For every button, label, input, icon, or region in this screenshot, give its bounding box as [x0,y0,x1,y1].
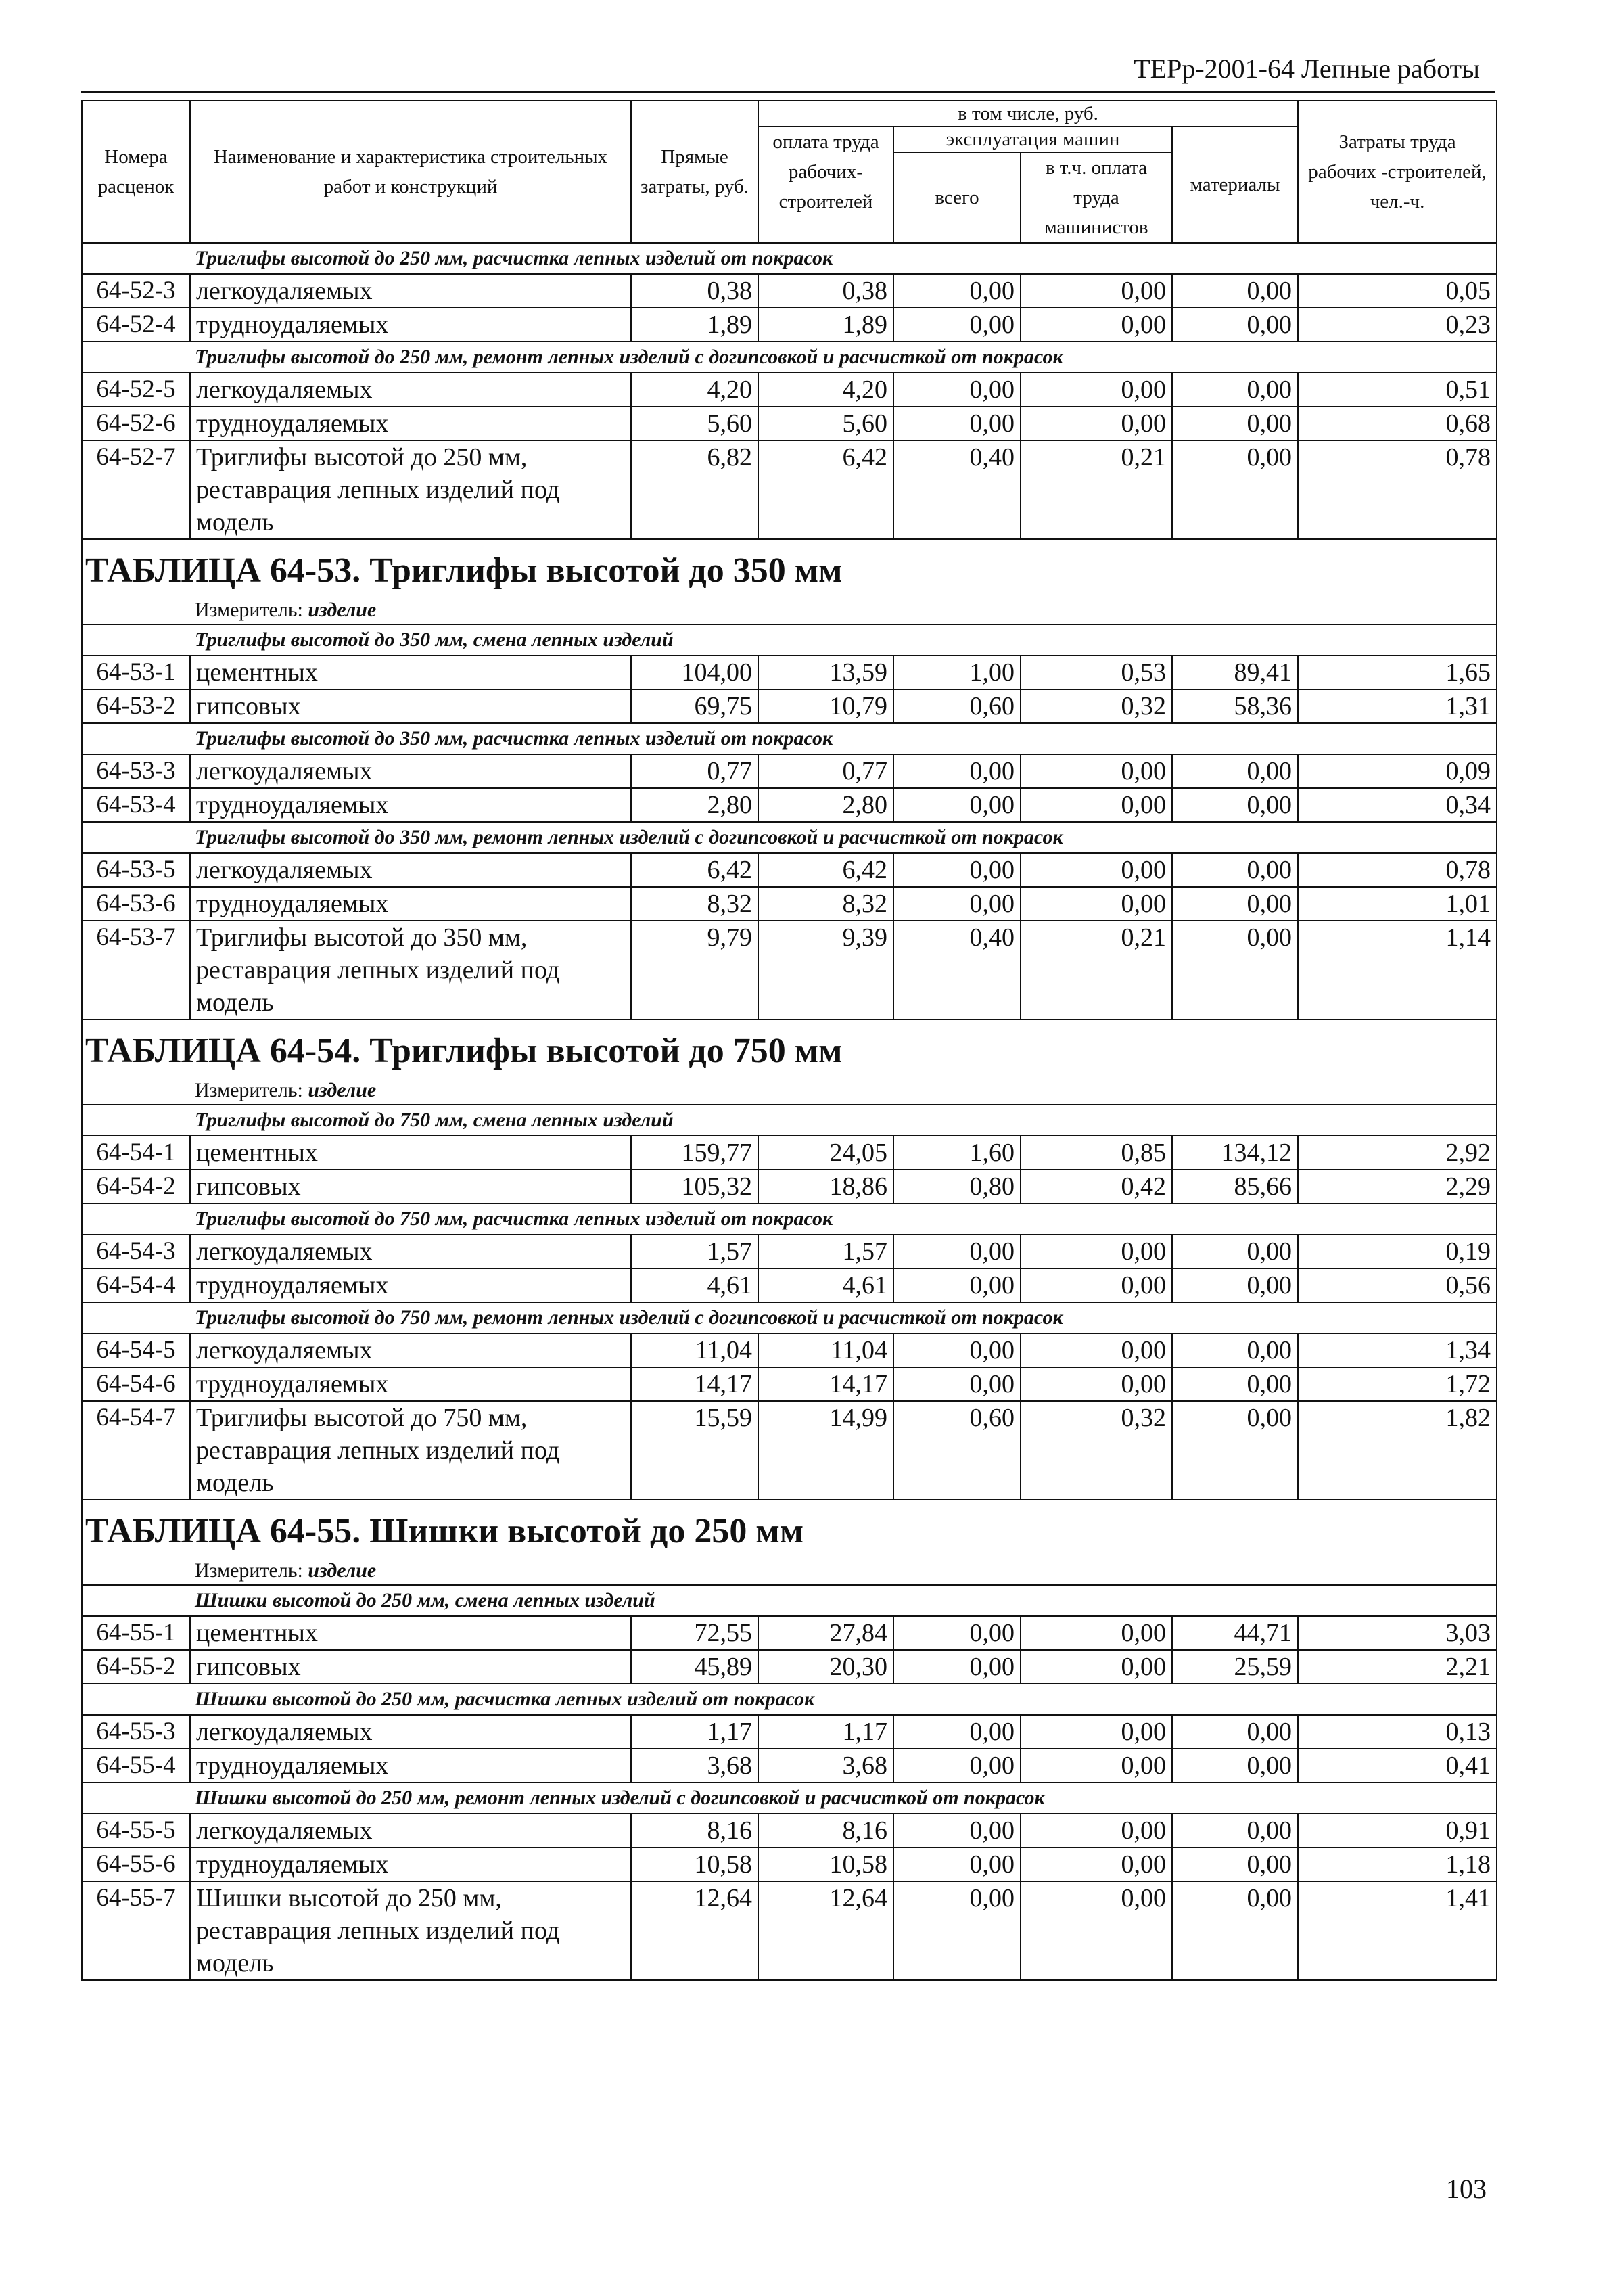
rate-row [82,1616,1497,1650]
machinist-wages: 0,00 [1021,308,1172,342]
rate-code: 64-53-1 [82,656,190,689]
rate-row [82,689,1497,723]
rate-code: 64-54-5 [82,1333,190,1367]
page-number: 103 [1446,2174,1487,2204]
direct-cost: 6,82 [631,440,758,539]
materials-cost: 0,00 [1172,1749,1298,1783]
rate-code: 64-55-2 [82,1650,190,1684]
machinist-wages: 0,21 [1021,440,1172,539]
direct-cost: 9,79 [631,921,758,1019]
wages-cost: 12,64 [758,1881,893,1980]
labor-hours: 0,68 [1298,407,1497,440]
section-header-row [82,1302,1497,1333]
wages-cost: 14,17 [758,1367,893,1401]
section-header-row [82,243,1497,274]
rate-name: трудноудаляемых [190,308,631,342]
machinist-wages: 0,00 [1021,373,1172,407]
wages-cost: 5,60 [758,407,893,440]
table-title-row [82,1500,1497,1552]
col-header-code: Номера расценок [82,101,190,243]
rate-row [82,887,1497,921]
machines-cost: 0,00 [893,754,1021,788]
rate-name: легкоудаляемых [190,274,631,308]
rate-code: 64-52-3 [82,274,190,308]
direct-cost: 5,60 [631,407,758,440]
rate-code: 64-52-7 [82,440,190,539]
wages-cost: 0,38 [758,274,893,308]
wages-cost: 2,80 [758,788,893,822]
labor-hours: 0,41 [1298,1749,1497,1783]
rate-name: трудноудаляемых [190,407,631,440]
rate-code: 64-52-6 [82,407,190,440]
labor-hours: 0,91 [1298,1814,1497,1847]
machinist-wages: 0,42 [1021,1170,1172,1203]
header-row-1 [82,101,1497,127]
labor-hours: 1,72 [1298,1367,1497,1401]
machinist-wages: 0,00 [1021,1715,1172,1749]
table-title: ТАБЛИЦА 64-54. Триглифы высотой до 750 мм [82,1019,1497,1072]
rate-row [82,1333,1497,1367]
materials-cost: 0,00 [1172,1881,1298,1980]
rate-name: трудноудаляемых [190,1367,631,1401]
section-header: Триглифы высотой до 750 мм, ремонт лепных изделий с догипсовкой и расчисткой от покрасок [82,1302,1497,1333]
rate-code: 64-55-4 [82,1749,190,1783]
machinist-wages: 0,00 [1021,274,1172,308]
materials-cost: 44,71 [1172,1616,1298,1650]
wages-cost: 3,68 [758,1749,893,1783]
machines-cost: 0,00 [893,1814,1021,1847]
rate-name: цементных [190,1136,631,1170]
wages-cost: 8,32 [758,887,893,921]
rate-code: 64-54-6 [82,1367,190,1401]
wages-cost: 10,58 [758,1847,893,1881]
labor-hours: 1,65 [1298,656,1497,689]
materials-cost: 25,59 [1172,1650,1298,1684]
rate-name: Триглифы высотой до 750 мм, реставрация лепных изделий под модель [190,1401,631,1500]
materials-cost: 0,00 [1172,754,1298,788]
rate-row [82,1715,1497,1749]
labor-hours: 0,09 [1298,754,1497,788]
machinist-wages: 0,00 [1021,754,1172,788]
measure-value: изделие [308,599,377,621]
direct-cost: 45,89 [631,1650,758,1684]
labor-hours: 3,03 [1298,1616,1497,1650]
rate-code: 64-55-3 [82,1715,190,1749]
rate-name: легкоудаляемых [190,373,631,407]
section-header-row [82,624,1497,656]
section-header-row [82,342,1497,373]
direct-cost: 1,17 [631,1715,758,1749]
rate-row [82,788,1497,822]
rate-row [82,1367,1497,1401]
labor-hours: 0,19 [1298,1235,1497,1268]
rate-row [82,754,1497,788]
rate-code: 64-53-3 [82,754,190,788]
section-header: Триглифы высотой до 350 мм, расчистка лепных изделий от покрасок [82,723,1497,754]
wages-cost: 6,42 [758,440,893,539]
rate-row [82,1401,1497,1500]
rate-code: 64-55-7 [82,1881,190,1980]
direct-cost: 4,61 [631,1268,758,1302]
materials-cost: 0,00 [1172,407,1298,440]
rate-name: легкоудаляемых [190,1715,631,1749]
direct-cost: 15,59 [631,1401,758,1500]
wages-cost: 11,04 [758,1333,893,1367]
materials-cost: 0,00 [1172,440,1298,539]
rate-row [82,1170,1497,1203]
table-title: ТАБЛИЦА 64-53. Триглифы высотой до 350 мм [82,539,1497,591]
rate-code: 64-53-4 [82,788,190,822]
direct-cost: 0,77 [631,754,758,788]
measure-row [82,1072,1497,1105]
rate-row [82,1268,1497,1302]
machinist-wages: 0,85 [1021,1136,1172,1170]
wages-cost: 6,42 [758,853,893,887]
rate-name: цементных [190,656,631,689]
direct-cost: 0,38 [631,274,758,308]
section-header: Шишки высотой до 250 мм, расчистка лепных изделий от покрасок [82,1684,1497,1715]
measure [82,1552,1497,1585]
labor-hours: 0,51 [1298,373,1497,407]
materials-cost: 0,00 [1172,921,1298,1019]
wages-cost: 18,86 [758,1170,893,1203]
materials-cost: 89,41 [1172,656,1298,689]
section-header-row [82,1585,1497,1616]
machines-cost: 0,00 [893,1650,1021,1684]
wages-cost: 4,61 [758,1268,893,1302]
rate-name: Шишки высотой до 250 мм, реставрация лепных изделий под модель [190,1881,631,1980]
rates-document [81,100,1496,1981]
materials-cost: 85,66 [1172,1170,1298,1203]
labor-hours: 1,01 [1298,887,1497,921]
rate-row [82,656,1497,689]
rate-row [82,1650,1497,1684]
rate-row [82,274,1497,308]
section-header-row [82,1783,1497,1814]
machines-cost: 0,40 [893,921,1021,1019]
materials-cost: 0,00 [1172,788,1298,822]
section-header: Триглифы высотой до 750 мм, расчистка лепных изделий от покрасок [82,1203,1497,1235]
rate-code: 64-52-4 [82,308,190,342]
wages-cost: 1,57 [758,1235,893,1268]
materials-cost: 0,00 [1172,1715,1298,1749]
rate-name: гипсовых [190,689,631,723]
labor-hours: 0,78 [1298,853,1497,887]
rate-row [82,1749,1497,1783]
col-header-direct: Прямые затраты, руб. [631,101,758,243]
materials-cost: 0,00 [1172,1401,1298,1500]
measure-label: Измеритель: [195,1559,303,1582]
direct-cost: 8,32 [631,887,758,921]
wages-cost: 13,59 [758,656,893,689]
machines-cost: 0,00 [893,1715,1021,1749]
machinist-wages: 0,00 [1021,1333,1172,1367]
wages-cost: 10,79 [758,689,893,723]
machines-cost: 0,80 [893,1170,1021,1203]
machinist-wages: 0,00 [1021,1235,1172,1268]
measure-row [82,591,1497,624]
machinist-wages: 0,00 [1021,1616,1172,1650]
labor-hours: 0,56 [1298,1268,1497,1302]
rate-code: 64-53-7 [82,921,190,1019]
rate-name: трудноудаляемых [190,1749,631,1783]
direct-cost: 6,42 [631,853,758,887]
direct-cost: 1,89 [631,308,758,342]
direct-cost: 10,58 [631,1847,758,1881]
labor-hours: 1,18 [1298,1847,1497,1881]
rate-row [82,308,1497,342]
section-header: Триглифы высотой до 350 мм, смена лепных изделий [82,624,1497,656]
machines-cost: 1,60 [893,1136,1021,1170]
section-header: Триглифы высотой до 250 мм, ремонт лепных изделий с догипсовкой и расчисткой от покрасок [82,342,1497,373]
table-title-row [82,539,1497,591]
wages-cost: 8,16 [758,1814,893,1847]
rate-name: гипсовых [190,1170,631,1203]
machines-cost: 0,00 [893,1847,1021,1881]
direct-cost: 2,80 [631,788,758,822]
machinist-wages: 0,00 [1021,1881,1172,1980]
rate-name: трудноудаляемых [190,1268,631,1302]
labor-hours: 0,13 [1298,1715,1497,1749]
rate-code: 64-54-4 [82,1268,190,1302]
machinist-wages: 0,00 [1021,853,1172,887]
col-header-materials: материалы [1172,127,1298,243]
running-header: ТЕРр-2001-64 Лепные работы [1134,53,1480,84]
rate-row [82,853,1497,887]
rate-code: 64-52-5 [82,373,190,407]
col-header-labor: Затраты труда рабочих -строителей, чел.-ч. [1298,101,1497,243]
measure-label: Измеритель: [195,1079,303,1101]
machinist-wages: 0,53 [1021,656,1172,689]
machines-cost: 0,00 [893,1367,1021,1401]
materials-cost: 0,00 [1172,1367,1298,1401]
direct-cost: 104,00 [631,656,758,689]
direct-cost: 12,64 [631,1881,758,1980]
machines-cost: 0,00 [893,1333,1021,1367]
col-header-machines-wages: в т.ч. оплата труда машинистов [1021,152,1172,243]
labor-hours: 1,31 [1298,689,1497,723]
labor-hours: 1,82 [1298,1401,1497,1500]
machines-cost: 0,00 [893,1749,1021,1783]
rate-name: Триглифы высотой до 350 мм, реставрация лепных изделий под модель [190,921,631,1019]
wages-cost: 1,17 [758,1715,893,1749]
header-rule [81,91,1495,93]
labor-hours: 2,21 [1298,1650,1497,1684]
machinist-wages: 0,32 [1021,689,1172,723]
section-header: Триглифы высотой до 750 мм, смена лепных изделий [82,1105,1497,1136]
direct-cost: 14,17 [631,1367,758,1401]
labor-hours: 1,41 [1298,1881,1497,1980]
machinist-wages: 0,21 [1021,921,1172,1019]
section-header: Шишки высотой до 250 мм, смена лепных изделий [82,1585,1497,1616]
section-header: Триглифы высотой до 350 мм, ремонт лепных изделий с догипсовкой и расчисткой от покрасок [82,822,1497,853]
measure-row [82,1552,1497,1585]
machines-cost: 0,00 [893,1881,1021,1980]
section-header-row [82,1105,1497,1136]
direct-cost: 69,75 [631,689,758,723]
labor-hours: 0,05 [1298,274,1497,308]
measure-value: изделие [308,1559,377,1582]
machines-cost: 0,60 [893,1401,1021,1500]
rate-name: легкоудаляемых [190,754,631,788]
machines-cost: 0,00 [893,853,1021,887]
machines-cost: 0,00 [893,407,1021,440]
materials-cost: 0,00 [1172,1847,1298,1881]
machinist-wages: 0,00 [1021,407,1172,440]
rate-name: легкоудаляемых [190,1814,631,1847]
machines-cost: 0,00 [893,887,1021,921]
rate-name: легкоудаляемых [190,1235,631,1268]
section-header-row [82,1684,1497,1715]
direct-cost: 11,04 [631,1333,758,1367]
section-header-row [82,723,1497,754]
wages-cost: 0,77 [758,754,893,788]
measure-label: Измеритель: [195,599,303,621]
machinist-wages: 0,00 [1021,1268,1172,1302]
materials-cost: 0,00 [1172,308,1298,342]
wages-cost: 14,99 [758,1401,893,1500]
materials-cost: 58,36 [1172,689,1298,723]
section-header: Триглифы высотой до 250 мм, расчистка лепных изделий от покрасок [82,243,1497,274]
wages-cost: 27,84 [758,1616,893,1650]
materials-cost: 0,00 [1172,274,1298,308]
rates-table-body [82,101,1497,1980]
materials-cost: 0,00 [1172,887,1298,921]
materials-cost: 134,12 [1172,1136,1298,1170]
rate-name: легкоудаляемых [190,853,631,887]
machinist-wages: 0,00 [1021,887,1172,921]
labor-hours: 0,23 [1298,308,1497,342]
col-header-machines-total: всего [893,152,1021,243]
section-header: Шишки высотой до 250 мм, ремонт лепных изделий с догипсовкой и расчисткой от покрасок [82,1783,1497,1814]
rate-row [82,440,1497,539]
rate-name: трудноудаляемых [190,788,631,822]
machines-cost: 0,60 [893,689,1021,723]
materials-cost: 0,00 [1172,1268,1298,1302]
rate-row [82,407,1497,440]
direct-cost: 4,20 [631,373,758,407]
col-header-including: в том числе, руб. [758,101,1298,127]
direct-cost: 72,55 [631,1616,758,1650]
direct-cost: 3,68 [631,1749,758,1783]
measure [82,1072,1497,1105]
col-header-wages: оплата труда рабочих-строителей [758,127,893,243]
direct-cost: 8,16 [631,1814,758,1847]
rate-row [82,1235,1497,1268]
rate-name: трудноудаляемых [190,887,631,921]
rate-name: гипсовых [190,1650,631,1684]
machinist-wages: 0,32 [1021,1401,1172,1500]
wages-cost: 1,89 [758,308,893,342]
labor-hours: 1,14 [1298,921,1497,1019]
rate-code: 64-55-5 [82,1814,190,1847]
rate-row [82,1136,1497,1170]
machines-cost: 0,40 [893,440,1021,539]
rate-code: 64-54-3 [82,1235,190,1268]
machines-cost: 0,00 [893,308,1021,342]
rate-code: 64-55-6 [82,1847,190,1881]
machinist-wages: 0,00 [1021,1749,1172,1783]
table-title-row [82,1019,1497,1072]
rate-name: цементных [190,1616,631,1650]
machines-cost: 0,00 [893,1235,1021,1268]
rate-name: Триглифы высотой до 250 мм, реставрация лепных изделий под модель [190,440,631,539]
labor-hours: 0,78 [1298,440,1497,539]
machines-cost: 0,00 [893,1616,1021,1650]
direct-cost: 1,57 [631,1235,758,1268]
machines-cost: 1,00 [893,656,1021,689]
materials-cost: 0,00 [1172,1333,1298,1367]
rates-table [81,100,1497,1981]
col-header-machines: эксплуатация машин [893,127,1172,152]
labor-hours: 0,34 [1298,788,1497,822]
wages-cost: 4,20 [758,373,893,407]
table-title: ТАБЛИЦА 64-55. Шишки высотой до 250 мм [82,1500,1497,1552]
machinist-wages: 0,00 [1021,788,1172,822]
wages-cost: 24,05 [758,1136,893,1170]
rate-code: 64-54-1 [82,1136,190,1170]
labor-hours: 2,92 [1298,1136,1497,1170]
wages-cost: 20,30 [758,1650,893,1684]
rate-code: 64-53-6 [82,887,190,921]
measure-value: изделие [308,1079,377,1101]
rate-row [82,1881,1497,1980]
machines-cost: 0,00 [893,1268,1021,1302]
rate-name: трудноудаляемых [190,1847,631,1881]
machinist-wages: 0,00 [1021,1650,1172,1684]
materials-cost: 0,00 [1172,1235,1298,1268]
rate-row [82,1847,1497,1881]
rate-code: 64-53-5 [82,853,190,887]
col-header-name: Наименование и характеристика строительных работ и конструкций [190,101,631,243]
machinist-wages: 0,00 [1021,1814,1172,1847]
rate-code: 64-54-7 [82,1401,190,1500]
section-header-row [82,1203,1497,1235]
rate-row [82,921,1497,1019]
materials-cost: 0,00 [1172,853,1298,887]
labor-hours: 1,34 [1298,1333,1497,1367]
labor-hours: 2,29 [1298,1170,1497,1203]
rate-name: легкоудаляемых [190,1333,631,1367]
machines-cost: 0,00 [893,788,1021,822]
machinist-wages: 0,00 [1021,1367,1172,1401]
measure [82,591,1497,624]
rate-code: 64-55-1 [82,1616,190,1650]
machinist-wages: 0,00 [1021,1847,1172,1881]
section-header-row [82,822,1497,853]
direct-cost: 159,77 [631,1136,758,1170]
rate-code: 64-53-2 [82,689,190,723]
rate-code: 64-54-2 [82,1170,190,1203]
rate-row [82,373,1497,407]
machines-cost: 0,00 [893,373,1021,407]
direct-cost: 105,32 [631,1170,758,1203]
wages-cost: 9,39 [758,921,893,1019]
machines-cost: 0,00 [893,274,1021,308]
materials-cost: 0,00 [1172,373,1298,407]
materials-cost: 0,00 [1172,1814,1298,1847]
rate-row [82,1814,1497,1847]
